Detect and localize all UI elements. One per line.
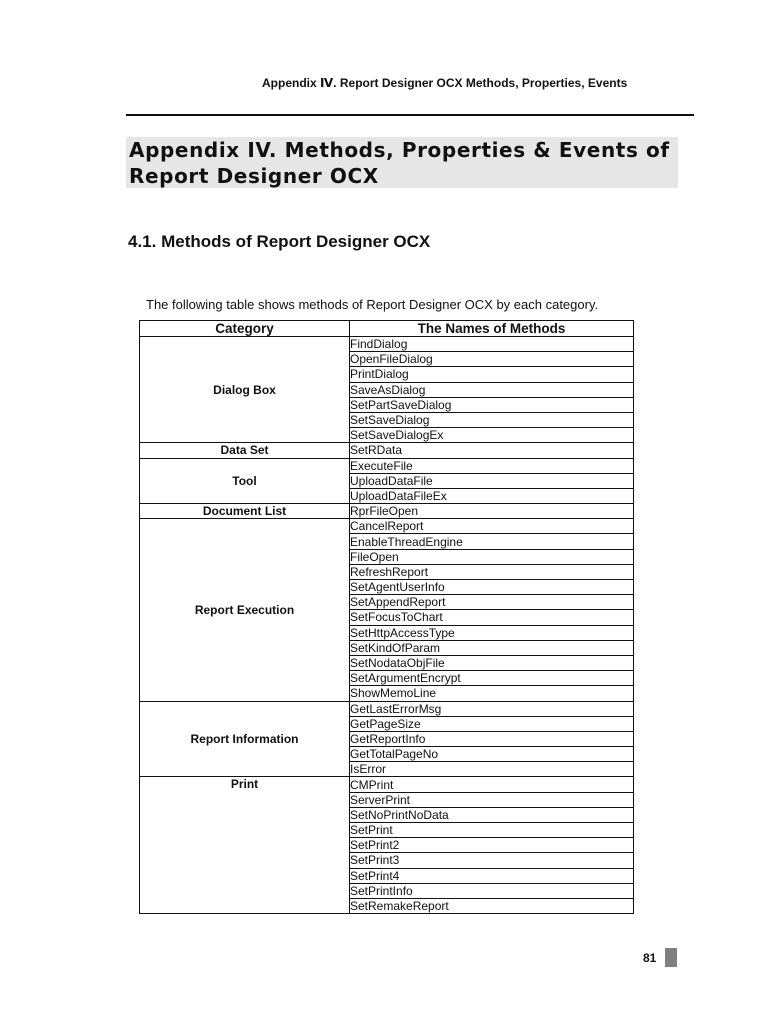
method-cell: SetRData — [350, 443, 634, 458]
column-header-methods: The Names of Methods — [350, 321, 634, 337]
method-cell: EnableThreadEngine — [350, 534, 634, 549]
table-row — [140, 504, 634, 519]
appendix-title: Appendix IV. Methods, Properties & Events of Report Designer OCX — [129, 138, 670, 188]
method-cell: ShowMemoLine — [350, 686, 634, 701]
table-header-row — [140, 321, 634, 337]
intro-paragraph: The following table shows methods of Report Designer OCX by each category. — [146, 297, 599, 312]
header-divider — [126, 114, 694, 116]
method-cell: SetNodataObjFile — [350, 655, 634, 670]
column-header-category: Category — [140, 321, 350, 337]
section-heading: 4.1. Methods of Report Designer OCX — [128, 232, 431, 251]
table-row — [140, 458, 634, 473]
method-cell: SetPartSaveDialog — [350, 397, 634, 412]
category-cell: Data Set — [140, 443, 350, 458]
method-cell: RefreshReport — [350, 564, 634, 579]
method-cell: SetPrint — [350, 823, 634, 838]
category-cell: Print — [140, 777, 350, 914]
methods-table — [139, 320, 634, 914]
method-cell: SetAgentUserInfo — [350, 580, 634, 595]
method-cell: GetTotalPageNo — [350, 747, 634, 762]
table-row — [140, 337, 634, 352]
method-cell: UploadDataFile — [350, 473, 634, 488]
category-cell: Dialog Box — [140, 337, 350, 443]
method-cell: SetAppendReport — [350, 595, 634, 610]
method-cell: PrintDialog — [350, 367, 634, 382]
table-row — [140, 777, 634, 792]
category-cell: Report Execution — [140, 519, 350, 701]
category-cell: Tool — [140, 458, 350, 504]
method-cell: RprFileOpen — [350, 504, 634, 519]
running-header: Appendix Ⅳ. Report Designer OCX Methods, Properties, Events — [262, 76, 628, 90]
method-cell: ServerPrint — [350, 792, 634, 807]
appendix-title-box — [126, 137, 678, 188]
method-cell: CancelReport — [350, 519, 634, 534]
method-cell: SetHttpAccessType — [350, 625, 634, 640]
method-cell: SetNoPrintNoData — [350, 807, 634, 822]
methods-table-body — [140, 337, 634, 914]
category-cell: Document List — [140, 504, 350, 519]
method-cell: CMPrint — [350, 777, 634, 792]
method-cell: SetPrintInfo — [350, 883, 634, 898]
method-cell: UploadDataFileEx — [350, 488, 634, 503]
method-cell: SetKindOfParam — [350, 640, 634, 655]
category-cell: Report Information — [140, 701, 350, 777]
method-cell: IsError — [350, 762, 634, 777]
method-cell: SetPrint3 — [350, 853, 634, 868]
method-cell: GetLastErrorMsg — [350, 701, 634, 716]
method-cell: SetSaveDialogEx — [350, 428, 634, 443]
method-cell: SetSaveDialog — [350, 412, 634, 427]
method-cell: OpenFileDialog — [350, 352, 634, 367]
method-cell: ExecuteFile — [350, 458, 634, 473]
table-row — [140, 701, 634, 716]
method-cell: SetPrint2 — [350, 838, 634, 853]
table-row — [140, 443, 634, 458]
page-tab-marker — [665, 948, 677, 967]
table-row — [140, 519, 634, 534]
method-cell: SaveAsDialog — [350, 382, 634, 397]
method-cell: SetRemakeReport — [350, 898, 634, 913]
method-cell: SetPrint4 — [350, 868, 634, 883]
method-cell: SetArgumentEncrypt — [350, 671, 634, 686]
method-cell: GetPageSize — [350, 716, 634, 731]
method-cell: SetFocusToChart — [350, 610, 634, 625]
method-cell: FindDialog — [350, 337, 634, 352]
page-number: 81 — [643, 951, 657, 965]
method-cell: FileOpen — [350, 549, 634, 564]
method-cell: GetReportInfo — [350, 731, 634, 746]
